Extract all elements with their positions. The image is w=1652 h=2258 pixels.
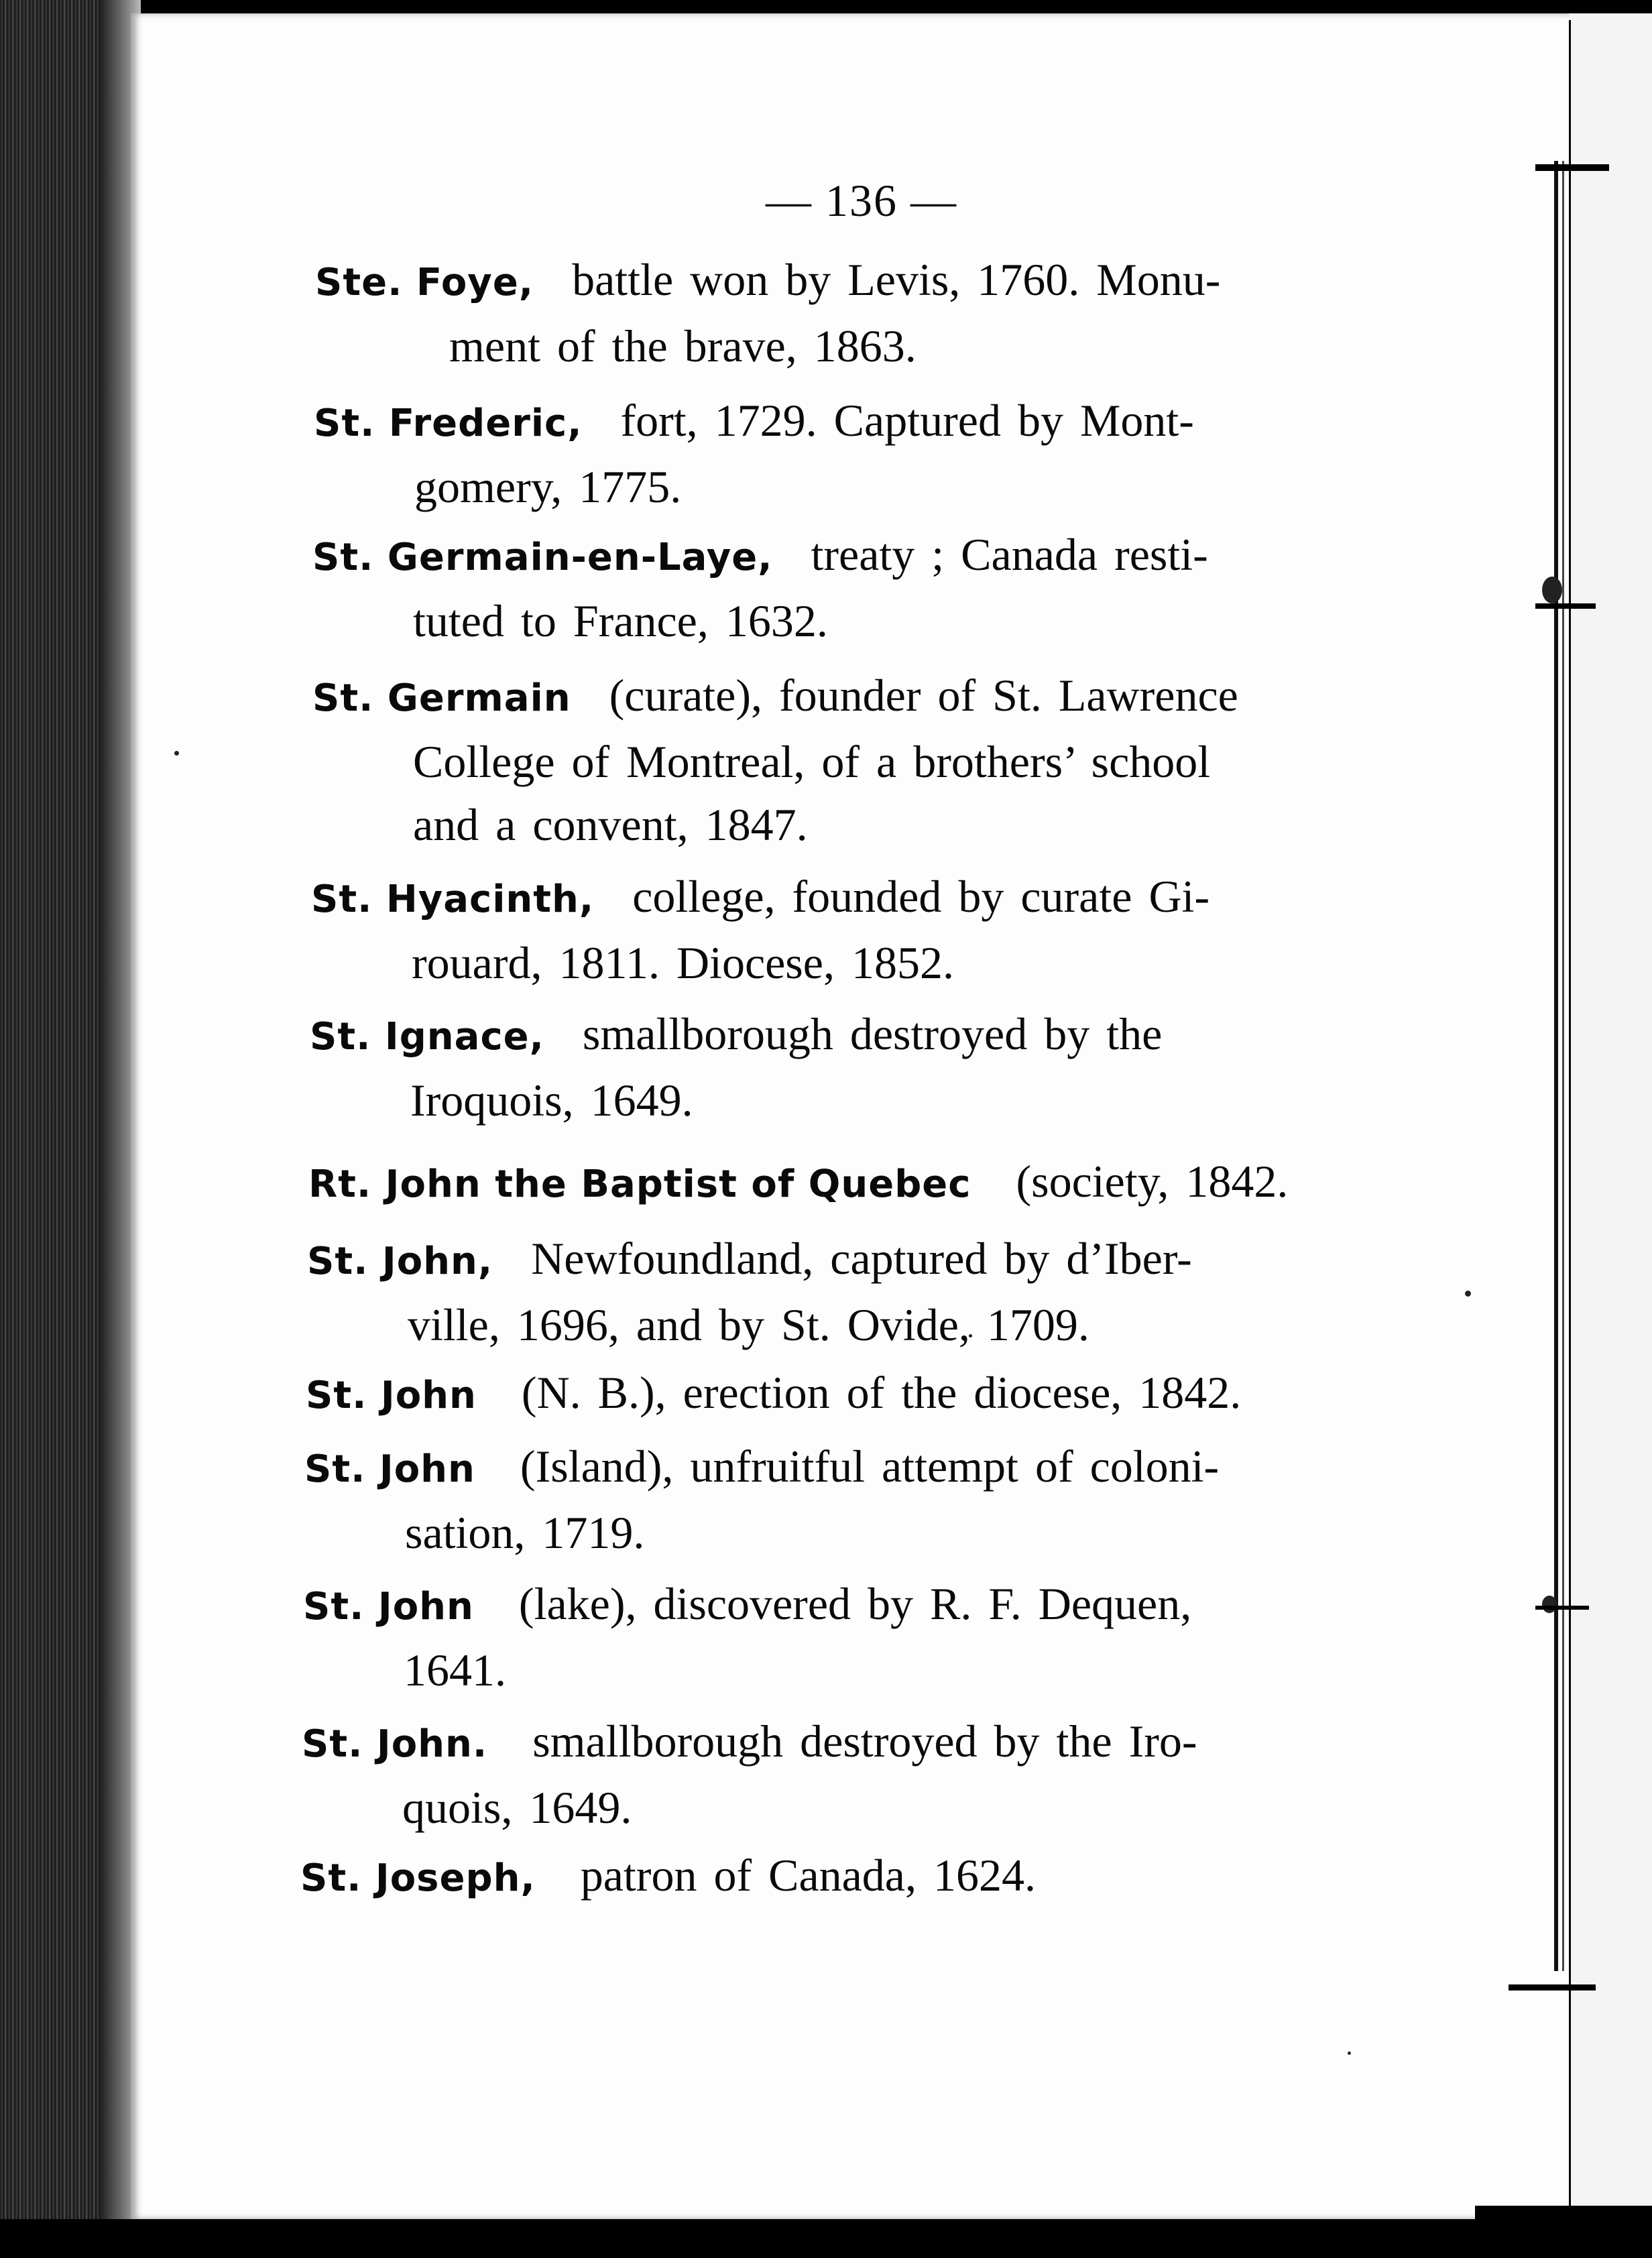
entry-text: college, founded by curate Gi- [632,871,1210,922]
entry-heading: St. John [304,1447,475,1491]
binding-stitch [1535,1606,1589,1610]
entry-heading: St. Joseph, [300,1856,536,1900]
entry-continuation: 1641. [404,1645,506,1696]
binding-stitch [1535,603,1596,609]
index-entry [303,1572,1376,1702]
index-entry [302,1710,1374,1839]
scan-border-bottom [0,2219,1652,2258]
entry-text: Newfoundland, captured by d’Iber- [531,1233,1192,1284]
entry-text: patron of Canada, 1624. [580,1850,1036,1901]
binding-thread [1554,161,1558,1971]
index-entry [300,1844,1373,1910]
page-number: — 136 — [766,175,957,226]
entry-continuation: Iroquois, 1649. [410,1075,693,1126]
entry-text: (lake), discovered by R. F. Dequen, [518,1578,1192,1629]
entry-continuation: rouard, 1811. Diocese, 1852. [412,937,954,988]
entry-text: treaty ; Canada resti- [811,529,1208,580]
entry-heading: St. John, [307,1240,493,1283]
entry-text: battle won by Levis, 1760. Monu- [572,254,1221,305]
scan-speck [174,751,179,756]
index-entry [310,1002,1382,1132]
entry-heading: St. John. [302,1722,488,1766]
entry-continuation: College of Montreal, of a brothers’ school [413,736,1211,787]
entry-text: (Island), unfruitful attempt of coloni- [520,1441,1220,1492]
index-entry [311,865,1384,994]
entry-text: (curate), founder of St. Lawrence [609,670,1238,721]
entry-heading: Ste. Foye, [315,261,534,304]
entry-heading: Rt. John the Baptist of Quebec [308,1163,971,1206]
entry-text: smallborough destroyed by the [582,1008,1163,1059]
index-entry [312,523,1385,652]
entry-text: (society, 1842. [1016,1156,1289,1207]
entry-text: fort, 1729. Captured by Mont- [620,395,1194,446]
index-entry [308,1150,1448,1216]
scan-border-top [0,0,1652,15]
adjacent-page [1569,13,1652,2219]
gutter-line [1569,20,1571,2212]
index-entry [312,664,1412,856]
index-entry [306,1361,1378,1427]
index-entry [304,1435,1377,1564]
index-entry [307,1227,1380,1356]
index-entry [315,248,1388,377]
entry-heading: St. Ignace, [310,1015,544,1059]
scan-speck [1465,1291,1471,1297]
entry-continuation: ment of the brave, 1863. [449,320,917,371]
entry-continuation: sation, 1719. [405,1507,645,1558]
binding-knot [1542,577,1562,603]
binding-stitch [1509,1984,1596,1990]
index-entry [314,389,1386,518]
entry-heading: St. Frederic, [314,402,583,445]
entry-continuation: quois, 1649. [402,1782,632,1833]
entry-continuation: ville, 1696, and by St. Ovide, 1709. [408,1299,1089,1350]
entry-continuation: gomery, 1775. [414,461,682,512]
entry-heading: St. John [306,1374,477,1417]
entry-heading: St. John [303,1585,474,1628]
entry-heading: St. Hyacinth, [311,878,595,921]
binding-thread [1562,161,1564,1971]
entry-text: (N. B.), erection of the diocese, 1842. [521,1367,1242,1418]
entry-continuation: tuted to France, 1632. [413,595,828,646]
entry-heading: St. Germain-en-Laye, [312,536,773,579]
entry-text: smallborough destroyed by the Iro- [532,1716,1197,1767]
scan-speck [1348,2052,1351,2055]
binding-knot [1542,1596,1557,1613]
entry-heading: St. Germain [312,676,571,720]
binding-stitch [1535,164,1609,171]
entry-continuation: and a convent, 1847. [413,799,808,850]
